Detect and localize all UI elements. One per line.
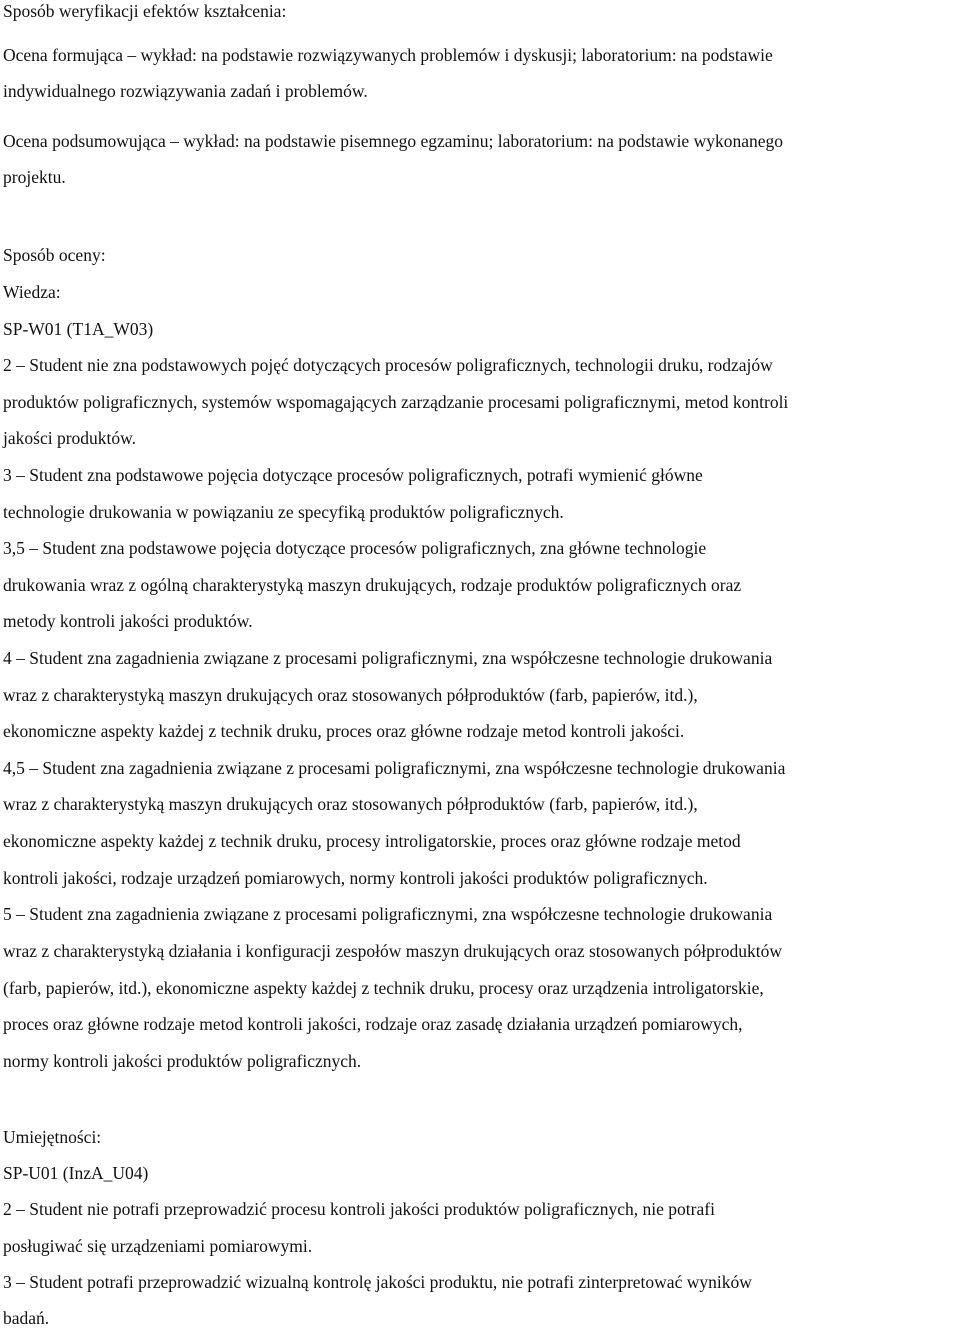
knowledge-grade-4-5-line-4: kontroli jakości, rodzaje urządzeń pomiarowych, normy kontroli jakości produktów poligraficznych. — [3, 868, 708, 888]
knowledge-grade-4-line-2: wraz z charakterystyką maszyn drukujących oraz stosowanych półproduktów (farb, papierów, itd.), — [3, 685, 698, 705]
knowledge-grade-2-line-3: jakości produktów. — [3, 428, 137, 448]
assessment-heading: Sposób oceny: — [3, 245, 106, 265]
knowledge-grade-3-5-line-1: 3,5 – Student zna podstawowe pojęcia dotyczące procesów poligraficznych, zna główne technologie — [3, 538, 707, 558]
knowledge-grade-3-line-1: 3 – Student zna podstawowe pojęcia dotyczące procesów poligraficznych, potrafi wymienić główne — [3, 465, 703, 485]
knowledge-code: SP-W01 (T1A_W03) — [3, 319, 154, 339]
knowledge-grade-5-line-1: 5 – Student zna zagadnienia związane z procesami poligraficznymi, zna współczesne technologie drukowania — [3, 904, 773, 924]
verification-heading: Sposób weryfikacji efektów kształcenia: — [3, 1, 287, 21]
knowledge-heading: Wiedza: — [3, 282, 61, 302]
summative-line-1: Ocena podsumowująca – wykład: na podstawie pisemnego egzaminu; laboratorium: na podstawie wykonanego — [3, 131, 783, 151]
knowledge-grade-5-line-3: (farb, papierów, itd.), ekonomiczne aspekty każdej z technik druku, procesy oraz urządzenia introligatorskie, — [3, 978, 764, 998]
knowledge-grade-2-line-2: produktów poligraficznych, systemów wspomagających zarządzanie procesami poligraficznymi, metod kontroli — [3, 392, 789, 412]
knowledge-grade-3-5-line-2: drukowania wraz z ogólną charakterystyką maszyn drukujących, rodzaje produktów poligraficznych oraz — [3, 575, 742, 595]
knowledge-grade-2-line-1: 2 – Student nie zna podstawowych pojęć dotyczących procesów poligraficznych, technologii druku, rodzajów — [3, 355, 773, 375]
skills-grade-3-line-2: badań. — [3, 1308, 50, 1328]
skills-heading: Umiejętności: — [3, 1127, 102, 1147]
knowledge-grade-3-line-2: technologie drukowania w powiązaniu ze specyfiką produktów poligraficznych. — [3, 502, 564, 522]
knowledge-grade-4-line-3: ekonomiczne aspekty każdej z technik druku, proces oraz główne rodzaje metod kontroli jakości. — [3, 721, 685, 741]
knowledge-grade-5-line-5: normy kontroli jakości produktów poligraficznych. — [3, 1051, 362, 1071]
formative-line-2: indywidualnego rozwiązywania zadań i problemów. — [3, 81, 368, 101]
skills-grade-2-line-1: 2 – Student nie potrafi przeprowadzić procesu kontroli jakości produktów poligraficznych, nie potrafi — [3, 1199, 715, 1219]
summative-line-2: projektu. — [3, 167, 66, 187]
knowledge-grade-3-5-line-3: metody kontroli jakości produktów. — [3, 611, 253, 631]
skills-grade-2-line-2: posługiwać się urządzeniami pomiarowymi. — [3, 1236, 313, 1256]
knowledge-grade-4-5-line-2: wraz z charakterystyką maszyn drukujących oraz stosowanych półproduktów (farb, papierów, itd.), — [3, 794, 698, 814]
knowledge-grade-4-5-line-3: ekonomiczne aspekty każdej z technik druku, procesy introligatorskie, proces oraz główne rodzaje metod — [3, 831, 741, 851]
knowledge-grade-5-line-4: proces oraz główne rodzaje metod kontroli jakości, rodzaje oraz zasadę działania urządzeń pomiarowych, — [3, 1014, 743, 1034]
skills-grade-3-line-1: 3 – Student potrafi przeprowadzić wizualną kontrolę jakości produktu, nie potrafi zinterpretować wyników — [3, 1272, 752, 1292]
formative-line-1: Ocena formująca – wykład: na podstawie rozwiązywanych problemów i dyskusji; laboratorium: na podstawie — [3, 45, 773, 65]
knowledge-grade-4-5-line-1: 4,5 – Student zna zagadnienia związane z procesami poligraficznymi, zna współczesne technologie drukowania — [3, 758, 786, 778]
skills-code: SP-U01 (InzA_U04) — [3, 1163, 149, 1183]
knowledge-grade-5-line-2: wraz z charakterystyką działania i konfiguracji zespołów maszyn drukujących oraz stosowanych półproduktów — [3, 941, 782, 961]
knowledge-grade-4-line-1: 4 – Student zna zagadnienia związane z procesami poligraficznymi, zna współczesne technologie drukowania — [3, 648, 773, 668]
